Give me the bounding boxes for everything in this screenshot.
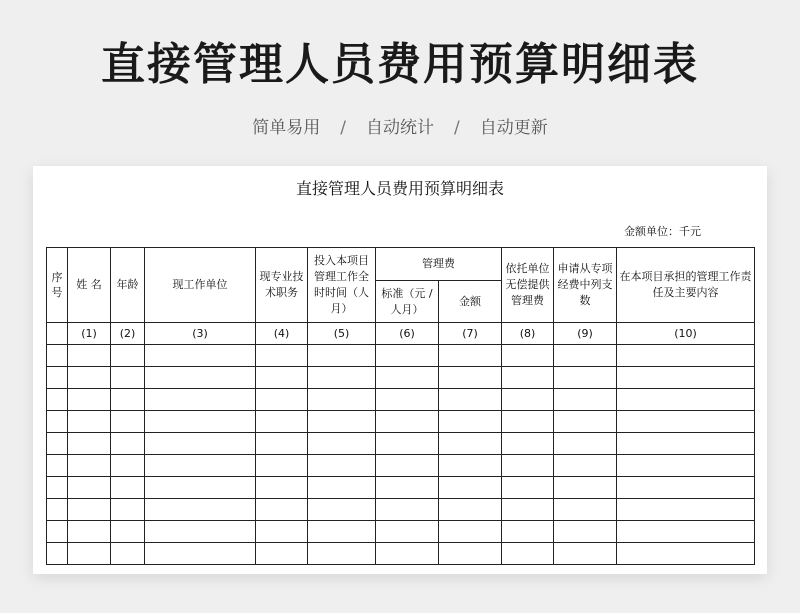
table-cell[interactable]	[308, 455, 376, 477]
table-cell[interactable]	[502, 367, 554, 389]
table-cell[interactable]	[554, 521, 617, 543]
table-body	[47, 345, 755, 565]
table-cell[interactable]	[145, 521, 256, 543]
table-cell[interactable]	[256, 521, 308, 543]
table-cell[interactable]	[47, 455, 68, 477]
table-cell[interactable]	[68, 543, 111, 565]
table-cell	[47, 323, 68, 345]
table-cell[interactable]	[256, 367, 308, 389]
table-cell[interactable]	[439, 455, 502, 477]
table-cell[interactable]	[376, 477, 439, 499]
table-cell[interactable]	[68, 389, 111, 411]
table-cell[interactable]	[439, 543, 502, 565]
table-cell[interactable]	[617, 477, 755, 499]
table-cell[interactable]	[308, 433, 376, 455]
table-cell[interactable]	[111, 543, 145, 565]
column-number: (4)	[256, 323, 308, 345]
table-cell[interactable]	[502, 433, 554, 455]
table-cell[interactable]	[502, 411, 554, 433]
column-number: (9)	[554, 323, 617, 345]
table-cell[interactable]	[145, 543, 256, 565]
table-cell[interactable]	[502, 455, 554, 477]
tag-separator: /	[454, 118, 460, 138]
table-cell[interactable]	[111, 411, 145, 433]
table-cell[interactable]	[256, 477, 308, 499]
table-cell[interactable]	[554, 389, 617, 411]
table-cell[interactable]	[376, 521, 439, 543]
table-row	[47, 499, 755, 521]
table-cell[interactable]	[145, 411, 256, 433]
column-number: (1)	[68, 323, 111, 345]
column-number: (8)	[502, 323, 554, 345]
table-cell[interactable]	[308, 499, 376, 521]
header-amount: 金额	[439, 281, 502, 323]
table-cell[interactable]	[376, 389, 439, 411]
table-cell[interactable]	[554, 411, 617, 433]
table-row	[47, 389, 755, 411]
table-cell[interactable]	[111, 345, 145, 367]
feature-tag: 自动统计	[366, 118, 434, 138]
table-cell[interactable]	[502, 543, 554, 565]
table-cell[interactable]	[68, 477, 111, 499]
table-cell[interactable]	[376, 367, 439, 389]
table-cell[interactable]	[554, 543, 617, 565]
header-seq: 序号	[47, 248, 68, 323]
header-name: 姓 名	[68, 248, 111, 323]
table-cell[interactable]	[47, 433, 68, 455]
table-cell[interactable]	[68, 521, 111, 543]
table-cell[interactable]	[439, 521, 502, 543]
table-cell[interactable]	[617, 367, 755, 389]
tag-separator: /	[340, 118, 346, 138]
table-row	[47, 455, 755, 477]
table-cell[interactable]	[376, 543, 439, 565]
table-row	[47, 411, 755, 433]
table-cell[interactable]	[308, 411, 376, 433]
header-row	[47, 248, 755, 281]
table-cell[interactable]	[47, 543, 68, 565]
header-duty: 在本项目承担的管理工作责任及主要内容	[617, 248, 755, 323]
table-cell[interactable]	[617, 411, 755, 433]
header-mgmt-fee: 管理费	[376, 248, 502, 281]
table-cell[interactable]	[47, 477, 68, 499]
table-cell[interactable]	[145, 389, 256, 411]
table-cell[interactable]	[256, 433, 308, 455]
table-cell[interactable]	[47, 499, 68, 521]
table-cell[interactable]	[47, 345, 68, 367]
table-cell[interactable]	[617, 433, 755, 455]
column-number: (7)	[439, 323, 502, 345]
table-cell[interactable]	[617, 389, 755, 411]
table-cell[interactable]	[68, 455, 111, 477]
table-cell[interactable]	[256, 345, 308, 367]
table-cell[interactable]	[256, 499, 308, 521]
table-cell[interactable]	[145, 499, 256, 521]
table-cell[interactable]	[502, 499, 554, 521]
table-cell[interactable]	[145, 455, 256, 477]
table-cell[interactable]	[376, 455, 439, 477]
column-number-row	[47, 323, 755, 345]
table-cell[interactable]	[554, 455, 617, 477]
table-cell[interactable]	[256, 389, 308, 411]
amount-unit-note: 金额单位：千元	[624, 225, 701, 238]
page-title: 直接管理人员费用预算明细表	[101, 39, 699, 90]
table-cell[interactable]	[554, 499, 617, 521]
spreadsheet-preview	[33, 166, 767, 574]
table-cell[interactable]	[111, 433, 145, 455]
table-cell[interactable]	[502, 521, 554, 543]
table-cell[interactable]	[47, 411, 68, 433]
table-cell[interactable]	[308, 543, 376, 565]
table-cell[interactable]	[47, 521, 68, 543]
table-cell[interactable]	[111, 389, 145, 411]
header-title: 现专业技术职务	[256, 248, 308, 323]
column-number: (5)	[308, 323, 376, 345]
budget-table	[46, 247, 755, 565]
table-cell[interactable]	[145, 433, 256, 455]
sheet-title: 直接管理人员费用预算明细表	[295, 179, 504, 198]
header-work-unit: 现工作单位	[145, 248, 256, 323]
table-cell[interactable]	[308, 477, 376, 499]
table-cell[interactable]	[439, 433, 502, 455]
table-cell[interactable]	[554, 477, 617, 499]
feature-tags	[0, 113, 800, 138]
table-cell[interactable]	[617, 345, 755, 367]
header-standard: 标准（元 / 人月）	[376, 281, 439, 323]
column-number: (6)	[376, 323, 439, 345]
table-cell[interactable]	[111, 455, 145, 477]
header-time: 投入本项目管理工作全时时间（人月）	[308, 248, 376, 323]
table-cell[interactable]	[502, 345, 554, 367]
table-cell[interactable]	[439, 477, 502, 499]
table-cell[interactable]	[376, 411, 439, 433]
table-cell[interactable]	[308, 345, 376, 367]
table-row	[47, 543, 755, 565]
table-cell[interactable]	[68, 367, 111, 389]
column-number: (2)	[111, 323, 145, 345]
table-cell[interactable]	[554, 345, 617, 367]
table-cell[interactable]	[439, 367, 502, 389]
table-cell[interactable]	[376, 345, 439, 367]
table-cell[interactable]	[617, 499, 755, 521]
table-row	[47, 367, 755, 389]
table-cell[interactable]	[439, 345, 502, 367]
table-row	[47, 477, 755, 499]
table-cell[interactable]	[47, 389, 68, 411]
table-cell[interactable]	[502, 477, 554, 499]
table-cell[interactable]	[68, 345, 111, 367]
table-cell[interactable]	[47, 367, 68, 389]
table-cell[interactable]	[502, 389, 554, 411]
table-cell[interactable]	[145, 345, 256, 367]
table-cell[interactable]	[111, 499, 145, 521]
table-cell[interactable]	[308, 521, 376, 543]
table-cell[interactable]	[617, 455, 755, 477]
table-row	[47, 521, 755, 543]
header-age: 年龄	[111, 248, 145, 323]
column-number: (3)	[145, 323, 256, 345]
table-cell[interactable]	[376, 433, 439, 455]
table-row	[47, 345, 755, 367]
table-cell[interactable]	[68, 411, 111, 433]
table-cell[interactable]	[554, 367, 617, 389]
column-number: (10)	[617, 323, 755, 345]
table-cell[interactable]	[308, 367, 376, 389]
feature-tag: 简单易用	[252, 118, 321, 138]
table-cell[interactable]	[308, 389, 376, 411]
table-cell[interactable]	[256, 543, 308, 565]
table-cell[interactable]	[111, 477, 145, 499]
table-cell[interactable]	[68, 433, 111, 455]
table-cell[interactable]	[256, 455, 308, 477]
table-cell[interactable]	[439, 499, 502, 521]
header-supported: 依托单位无偿提供管理费	[502, 248, 554, 323]
table-row	[47, 433, 755, 455]
feature-tag: 自动更新	[479, 118, 548, 138]
table-cell[interactable]	[68, 499, 111, 521]
table-cell[interactable]	[145, 477, 256, 499]
table-cell[interactable]	[111, 521, 145, 543]
table-cell[interactable]	[256, 411, 308, 433]
table-cell[interactable]	[554, 433, 617, 455]
table-cell[interactable]	[617, 543, 755, 565]
table-cell[interactable]	[617, 521, 755, 543]
table-cell[interactable]	[439, 411, 502, 433]
header-special: 申请从专项经费中列支数	[554, 248, 617, 323]
table-cell[interactable]	[376, 499, 439, 521]
table-cell[interactable]	[145, 367, 256, 389]
table-cell[interactable]	[111, 367, 145, 389]
table-cell[interactable]	[439, 389, 502, 411]
